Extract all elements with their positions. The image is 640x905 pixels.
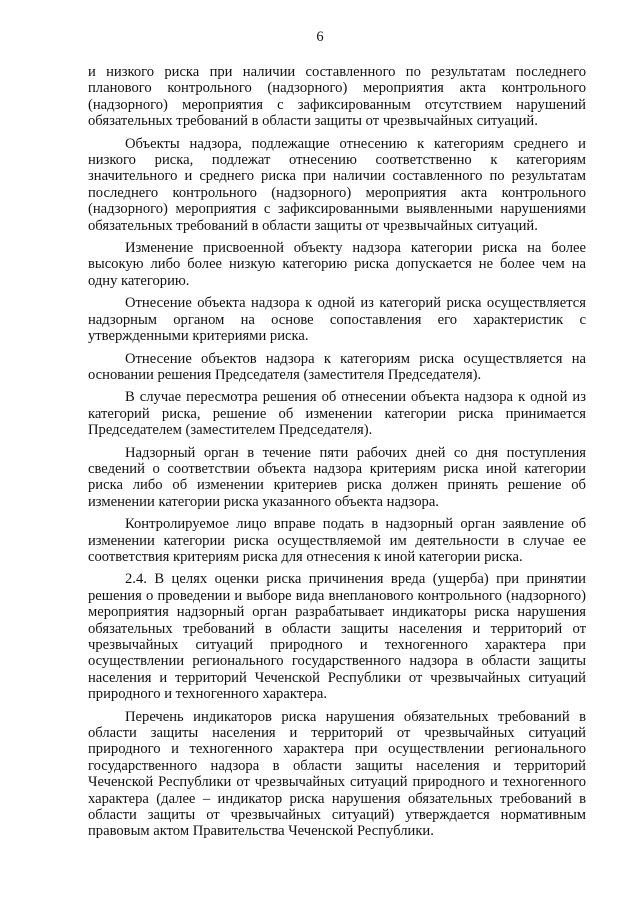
paragraph-chairman-decision: Отнесение объектов надзора к категориям риска осуществляется на основании решения Председателя (заместителя Председателя).: [88, 350, 586, 383]
page-number: 6: [316, 29, 324, 45]
paragraph-risk-change-limit: Изменение присвоенной объекту надзора категории риска на более высокую либо более низкую категорию риска допускается не более чем на одну категорию.: [88, 240, 586, 289]
paragraph-decision-review: В случае пересмотра решения об отнесении объекта надзора к одной из категорий риска, решение об изменении категории риска принимается Председателем (заместителем Председателя).: [88, 389, 586, 439]
paragraph-section-2-4: 2.4. В целях оценки риска причинения вреда (ущерба) при принятии решения о проведении и выборе вида внепланового контрольного (надзорного) мероприятия надзорный орган разрабатывает индикаторы риска нарушения обязательных требований в области защиты населения и территорий от чрезвычайных ситуаций природного и техногенного характера при осуществлении регионального государственного надзора в области защиты населения и территорий Чеченской Республики от чрезвычайных ситуаций природного и техногенного характера.: [88, 571, 586, 703]
paragraph-continuation: и низкого риска при наличии составленного по результатам последнего планового контрольного (надзорного) мероприятия акта контрольного (надзорного) мероприятия с зафиксированным отсутствием нарушений обязательных требований в области защиты от чрезвычайных ситуаций.: [88, 64, 586, 130]
paragraph-risk-upgrade: Объекты надзора, подлежащие отнесению к категориям среднего и низкого риска, подлежат отнесению соответственно к категориям значительного и среднего риска при наличии составленного по результатам последнего контрольного (надзорного) мероприятия акта контрольного (надзорного) мероприятия с зафиксированными выявленными нарушениями обязательных требований в области защиты от чрезвычайных ситуаций.: [88, 135, 586, 234]
document-body: [88, 64, 586, 846]
paragraph-risk-assignment: Отнесение объекта надзора к одной из категорий риска осуществляется надзорным органом на основе сопоставления его характеристик с утвержденными критериями риска.: [88, 295, 586, 345]
paragraph-indicator-list: Перечень индикаторов риска нарушения обязательных требований в области защиты населения и территорий от чрезвычайных ситуаций природного и техногенного характера при осуществлении регионального государственного надзора в области защиты населения и территорий Чеченской Республики от чрезвычайных ситуаций природного и техногенного характера (далее – индикатор риска нарушения обязательных требований в области защиты от чрезвычайных ситуаций) утверждается нормативным правовым актом Правительства Чеченской Республики.: [88, 708, 586, 840]
paragraph-five-days: Надзорный орган в течение пяти рабочих дней со дня поступления сведений о соответствии объекта надзора критериям риска иной категории риска либо об изменении критериев риска должен принять решение об изменении категории риска указанного объекта надзора.: [88, 444, 586, 510]
paragraph-controlled-person-request: Контролируемое лицо вправе подать в надзорный орган заявление об изменении категории риска осуществляемой им деятельности в случае ее соответствия критериям риска для отнесения к иной категории риска.: [88, 516, 586, 565]
